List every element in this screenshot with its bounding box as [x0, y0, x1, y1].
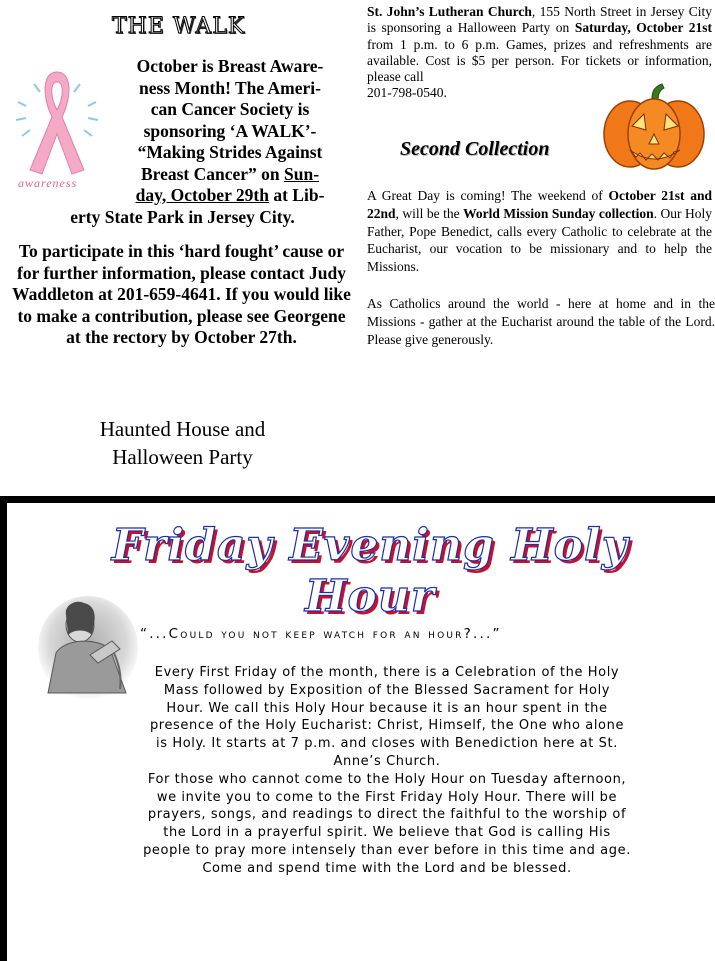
second-collection-title: Second Collection	[400, 138, 550, 160]
church-name: St. John’s Lutheran Church	[367, 4, 532, 19]
pink-ribbon-icon	[12, 62, 102, 192]
holy-hour-text: Every First Friday of the month, there is a Celebration of the Holy Mass followed by Exposition of the Blessed Sacrament for Holy Hour. We call this Holy Hour because it is an hour spent in the presence of the Holy Eucharist: Christ, Himself, the One who alone is Holy. It starts at 7 p.m. and closes with Benediction here at St. Anne’s Church. For those who cannot come to the Holy Hour on Tuesday afternoon, we invite you to come to the First Friday Holy Hour. There will be prayers, songs, and readings to direct the faithful to the worship of the Lord in a prayerful spirit. We believe that God is calling His people to pray more intensely than ever before in this time and age. Come and spend time with the Lord and be blessed.	[143, 665, 631, 876]
walk-paragraph: October is Breast Aware- ness Month! The Ameri- can Cancer Society is sponsoring ‘A WALK’- “Making Strides Against Breast Cancer” on Sun- day, October 29th at Lib-	[135, 56, 325, 205]
ribbon-caption: awareness	[18, 176, 78, 190]
walk-title: THE WALK	[112, 14, 246, 39]
stjohn-paragraph: St. John’s Lutheran Church, 155 North Street in Jersey City is sponsoring a Halloween Party on Saturday, October 21st from 1 p.m. to 6 p.m. Games, prizes and refreshments are available. Cost is $5 per person. For tickets or information, please call 201-798-0540.	[367, 4, 712, 101]
walk-date: day, October 29th	[135, 185, 269, 205]
holy-hour-quote: “...Could you not keep watch for an hour?...”	[140, 626, 502, 642]
walk-location: erty State Park in Jersey City.	[70, 207, 295, 227]
stjohn-phone: 201-798-0540.	[367, 85, 447, 101]
mission-paragraph-1: A Great Day is coming! The weekend of October 21st and 22nd, will be the World Mission Sunday collection. Our Holy Father, Pope Benedict, calls every Catholic to celebrate at the Eucharist, our vocation to be missionary and to help the Missions.	[367, 188, 712, 275]
haunted-house-heading: Haunted House and Halloween Party	[99, 417, 266, 469]
mission-paragraph-2: As Catholics around the world - here at home and in the Missions - gather at the Eucharist around the table of the Lord. Please give generously.	[367, 296, 715, 347]
jack-o-lantern-icon	[600, 82, 708, 170]
walk-contact-paragraph: To participate in this ‘hard fought’ cause or for further information, please contact Judy Waddleton at 201-659-4641. If you would like to make a contribution, please see Georgene at the rectory by October 27th.	[12, 241, 351, 347]
holy-hour-title: Friday Evening Holy Hour	[111, 520, 629, 622]
